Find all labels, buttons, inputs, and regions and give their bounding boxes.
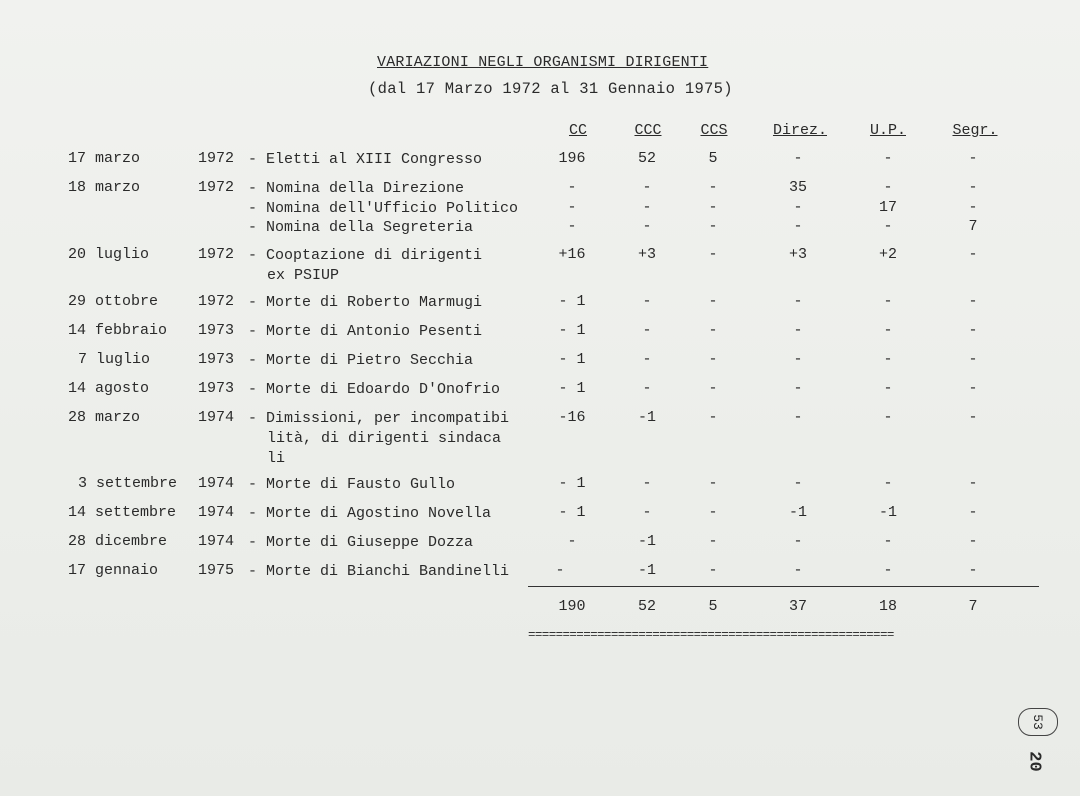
row-date: 3 settembre [78,475,178,492]
value-direz: - [793,533,803,550]
row-year: 1972 [198,179,235,196]
document-subtitle: (dal 17 Marzo 1972 al 31 Gennaio 1975) [368,80,733,98]
value-segr: - [968,562,978,579]
value-ccc: - [642,293,652,310]
value-ccc: - [642,199,652,216]
value-segr: - [968,504,978,521]
row-year: 1972 [198,246,235,263]
value-up: - [883,322,893,339]
row-description: - Morte di Bianchi Bandinelli [248,563,510,580]
row-date: 14 settembre [68,504,177,521]
total-ccs: 5 [708,598,718,615]
value-up: - [883,380,893,397]
value-direz: - [793,199,803,216]
value-segr: - [968,322,978,339]
document-title: VARIAZIONI NEGLI ORGANISMI DIRIGENTI [377,54,709,71]
value-cc: - 1 [558,504,586,521]
value-segr: - [968,246,978,263]
value-ccs: - [708,199,718,216]
value-ccs: - [708,380,718,397]
row-date: 17 marzo [68,150,141,167]
value-direz: - [793,322,803,339]
total-segr: 7 [968,598,978,615]
row-date: 28 marzo [68,409,141,426]
total-divider [528,586,1039,587]
value-segr: - [968,150,978,167]
value-direz: +3 [788,246,807,263]
row-date: 14 febbraio [68,322,168,339]
value-up: - [883,533,893,550]
row-date: 29 ottobre [68,293,159,310]
row-date: 14 agosto [68,380,150,397]
value-cc: - 1 [558,293,586,310]
row-description: - Eletti al XIII Congresso [248,151,483,168]
value-ccs: - [708,533,718,550]
row-description: - Nomina della Segreteria [248,219,474,236]
value-cc: - [555,562,565,579]
header-ccc: CCC [634,122,662,139]
value-up: - [883,409,893,426]
value-direz: - [793,150,803,167]
row-date: 18 marzo [68,179,141,196]
value-direz: 35 [788,179,807,196]
row-year: 1975 [198,562,235,579]
value-direz: - [793,380,803,397]
row-description: - Morte di Giuseppe Dozza [248,534,474,551]
row-year: 1972 [198,150,235,167]
value-direz: - [793,351,803,368]
value-segr: - [968,380,978,397]
value-up: - [883,475,893,492]
value-cc: 196 [558,150,586,167]
row-description: - Morte di Roberto Marmugi [248,294,483,311]
row-description [248,246,482,286]
value-ccc: -1 [637,562,656,579]
row-date: 17 gennaio [68,562,159,579]
page-number: 20 [1024,751,1044,772]
value-ccc: +3 [637,246,656,263]
value-ccs: - [708,475,718,492]
row-description: - Morte di Antonio Pesenti [248,323,483,340]
row-year: 1973 [198,380,235,397]
value-ccc: -1 [637,409,656,426]
header-cc: CC [568,122,587,139]
value-up: - [883,293,893,310]
row-year: 1974 [198,475,235,492]
row-description: - Nomina dell'Ufficio Politico [248,200,519,217]
value-direz: - [793,218,803,235]
row-year: 1972 [198,293,235,310]
total-cc: 190 [558,598,586,615]
row-description: - Morte di Pietro Secchia [248,352,474,369]
value-up: +2 [878,246,897,263]
value-ccs: - [708,293,718,310]
value-ccs: 5 [708,150,718,167]
value-ccs: - [708,218,718,235]
total-up: 18 [878,598,897,615]
value-cc: +16 [558,246,586,263]
row-date: 7 luglio [78,351,151,368]
value-cc: - [567,533,577,550]
row-description-line: ex PSIUP [267,267,340,284]
value-direz: - [793,409,803,426]
value-ccc: - [642,351,652,368]
row-date: 20 luglio [68,246,150,263]
value-cc: - 1 [558,351,586,368]
value-ccc: - [642,179,652,196]
row-description-line: li [267,450,286,467]
value-segr: - [968,179,978,196]
value-up: 17 [878,199,897,216]
row-description-line: - Dimissioni, per incompatibi [248,410,510,427]
total-ccc: 52 [637,598,656,615]
row-description: - Nomina della Direzione [248,180,465,197]
value-direz: - [793,475,803,492]
header-up: U.P. [869,122,906,139]
value-ccs: - [708,179,718,196]
value-segr: - [968,199,978,216]
value-segr: - [968,475,978,492]
row-year: 1973 [198,351,235,368]
header-direz: Direz. [772,122,827,139]
row-year: 1974 [198,504,235,521]
row-description [248,409,509,469]
row-year: 1973 [198,322,235,339]
value-cc: - 1 [558,380,586,397]
row-description: - Morte di Edoardo D'Onofrio [248,381,501,398]
value-ccs: - [708,504,718,521]
row-year: 1974 [198,533,235,550]
value-ccs: - [708,409,718,426]
value-ccs: - [708,351,718,368]
value-ccs: - [708,562,718,579]
value-up: - [883,179,893,196]
value-ccc: - [642,218,652,235]
value-ccs: - [708,322,718,339]
value-up: - [883,218,893,235]
row-description-line: lità, di dirigenti sindaca [267,430,502,447]
value-segr: 7 [968,218,978,235]
row-description-line: - Cooptazione di dirigenti [248,247,483,264]
value-ccc: - [642,504,652,521]
value-up: -1 [878,504,897,521]
value-cc: - 1 [558,475,586,492]
total-direz: 37 [788,598,807,615]
value-ccc: 52 [637,150,656,167]
value-ccc: - [642,475,652,492]
row-description: - Morte di Agostino Novella [248,505,492,522]
value-ccs: - [708,246,718,263]
value-segr: - [968,351,978,368]
value-ccc: -1 [637,533,656,550]
row-date: 28 dicembre [68,533,168,550]
value-cc: - 1 [558,322,586,339]
header-segr: Segr. [952,122,998,139]
value-cc: - [567,179,577,196]
value-up: - [883,150,893,167]
value-direz: -1 [788,504,807,521]
value-segr: - [968,533,978,550]
value-cc: - [567,199,577,216]
row-description: - Morte di Fausto Gullo [248,476,456,493]
header-ccs: CCS [700,122,728,139]
value-segr: - [968,409,978,426]
value-segr: - [968,293,978,310]
archive-stamp: 53 [1018,708,1058,736]
value-up: - [883,562,893,579]
value-ccc: - [642,322,652,339]
double-underline: ===================================================== [528,628,894,642]
value-up: - [883,351,893,368]
value-cc: -16 [558,409,586,426]
value-direz: - [793,562,803,579]
row-year: 1974 [198,409,235,426]
value-direz: - [793,293,803,310]
value-cc: - [567,218,577,235]
value-ccc: - [642,380,652,397]
